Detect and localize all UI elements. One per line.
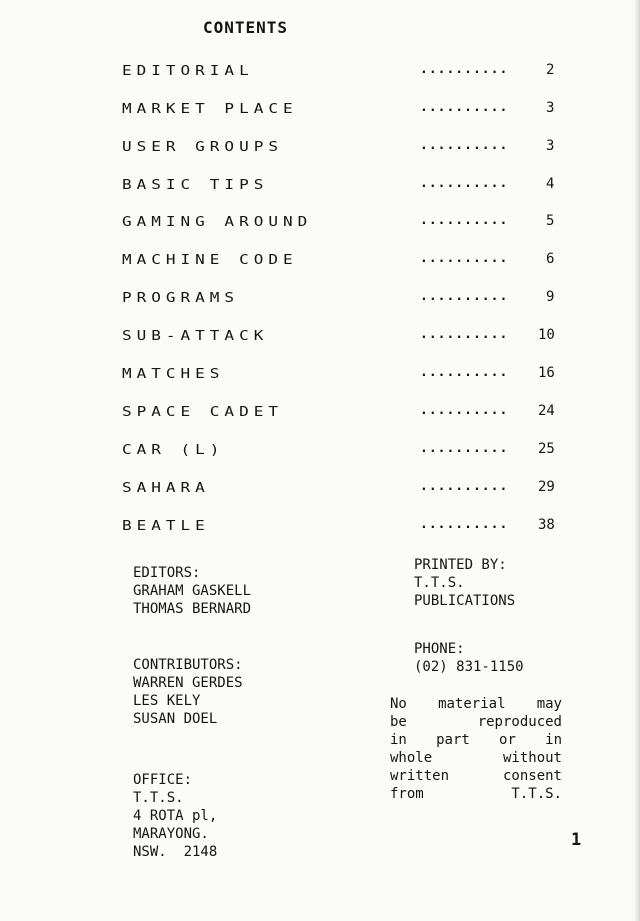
notice-word: whole (390, 750, 433, 766)
notice-word: T.T.S. (511, 786, 562, 802)
notice-word: in (390, 732, 407, 748)
toc-page-number: 6 (546, 251, 555, 267)
notice-line (390, 695, 562, 713)
toc-entry-title: PROGRAMS (122, 289, 240, 306)
office-line: MARAYONG. (133, 826, 209, 842)
toc-entry-title: BEATLE (122, 517, 210, 534)
notice-word: in (545, 732, 562, 748)
toc-leader-dots: .......... (420, 213, 509, 228)
notice-line (390, 713, 562, 731)
toc-row (0, 441, 640, 471)
toc-leader-dots: .......... (420, 517, 509, 532)
toc-page-number: 38 (538, 517, 555, 533)
contributors-heading: CONTRIBUTORS: (133, 657, 243, 673)
editor-name: THOMAS BERNARD (133, 601, 252, 617)
toc-entry-title: SAHARA (122, 479, 210, 496)
contributor-name: LES KELY (133, 693, 201, 709)
office-line: NSW. 2148 (133, 844, 218, 860)
notice-word: written (390, 768, 450, 784)
printed-by-heading: PRINTED BY: (414, 557, 507, 573)
printed-by-line: PUBLICATIONS (414, 593, 516, 609)
toc-page-number: 3 (546, 138, 555, 154)
toc-row (0, 62, 640, 92)
toc-leader-dots: .......... (420, 251, 509, 266)
toc-entry-title: BASIC TIPS (122, 176, 269, 193)
toc-row (0, 100, 640, 130)
notice-word: or (499, 732, 516, 748)
toc-leader-dots: .......... (420, 138, 509, 153)
toc-page-number: 10 (538, 327, 555, 343)
notice-word: from (390, 786, 424, 802)
toc-row (0, 403, 640, 433)
toc-page-number: 29 (538, 479, 555, 495)
office-line: 4 ROTA pl, (133, 808, 218, 824)
toc-page-number: 9 (546, 289, 555, 305)
toc-entry-title: GAMING AROUND (122, 213, 313, 230)
office-section (133, 771, 217, 861)
toc-page-number: 5 (546, 213, 555, 229)
toc-row (0, 138, 640, 168)
toc-entry-title: SPACE CADET (122, 403, 283, 420)
toc-row (0, 517, 640, 547)
notice-word: without (502, 750, 562, 766)
editors-section (133, 564, 251, 618)
toc-row (0, 213, 640, 243)
contributors-section (133, 656, 243, 728)
toc-leader-dots: .......... (420, 441, 509, 456)
notice-word: part (436, 732, 470, 748)
toc-entry-title: MACHINE CODE (122, 251, 298, 268)
toc-leader-dots: .......... (420, 365, 509, 380)
notice-word: be (390, 714, 407, 730)
office-heading: OFFICE: (133, 772, 193, 788)
toc-leader-dots: .......... (420, 289, 509, 304)
toc-entry-title: MARKET PLACE (122, 100, 298, 117)
toc-entry-title: USER GROUPS (122, 138, 283, 155)
phone-number: (02) 831-1150 (414, 659, 524, 675)
toc-leader-dots: .......... (420, 62, 509, 77)
contributor-name: WARREN GERDES (133, 675, 243, 691)
notice-line (390, 785, 562, 803)
notice-line (390, 731, 562, 749)
toc-entry-title: CAR (L) (122, 441, 225, 458)
page-title: CONTENTS (203, 18, 289, 37)
toc-leader-dots: .......... (420, 100, 509, 115)
notice-word: No (390, 696, 407, 712)
editor-name: GRAHAM GASKELL (133, 583, 252, 599)
toc-page-number: 24 (538, 403, 555, 419)
contributor-name: SUSAN DOEL (133, 711, 218, 727)
copyright-notice (390, 695, 562, 803)
printed-by-line: T.T.S. (414, 575, 465, 591)
toc-entry-title: EDITORIAL (122, 62, 254, 79)
phone-section (414, 640, 524, 676)
page-edge-shadow (634, 0, 640, 921)
notice-word: material (438, 696, 506, 712)
printed-by-section (414, 556, 515, 610)
toc-leader-dots: .......... (420, 479, 509, 494)
toc-leader-dots: .......... (420, 176, 509, 191)
phone-heading: PHONE: (414, 641, 465, 657)
toc-row (0, 479, 640, 509)
toc-row (0, 327, 640, 357)
toc-page-number: 16 (538, 365, 555, 381)
toc-page-number: 3 (546, 100, 555, 116)
toc-leader-dots: .......... (420, 327, 509, 342)
toc-row (0, 176, 640, 206)
toc-row (0, 365, 640, 395)
toc-row (0, 251, 640, 281)
notice-line (390, 767, 562, 785)
toc-entry-title: SUB-ATTACK (122, 327, 269, 344)
toc-row (0, 289, 640, 319)
office-line: T.T.S. (133, 790, 184, 806)
page-number: 1 (571, 830, 582, 850)
toc-leader-dots: .......... (420, 403, 509, 418)
notice-word: may (536, 696, 562, 712)
notice-word: reproduced (477, 714, 562, 730)
toc-page-number: 25 (538, 441, 555, 457)
toc-page-number: 2 (546, 62, 555, 78)
toc-page-number: 4 (546, 176, 555, 192)
notice-line (390, 749, 562, 767)
toc-entry-title: MATCHES (122, 365, 225, 382)
notice-word: consent (502, 768, 562, 784)
editors-heading: EDITORS: (133, 565, 201, 581)
